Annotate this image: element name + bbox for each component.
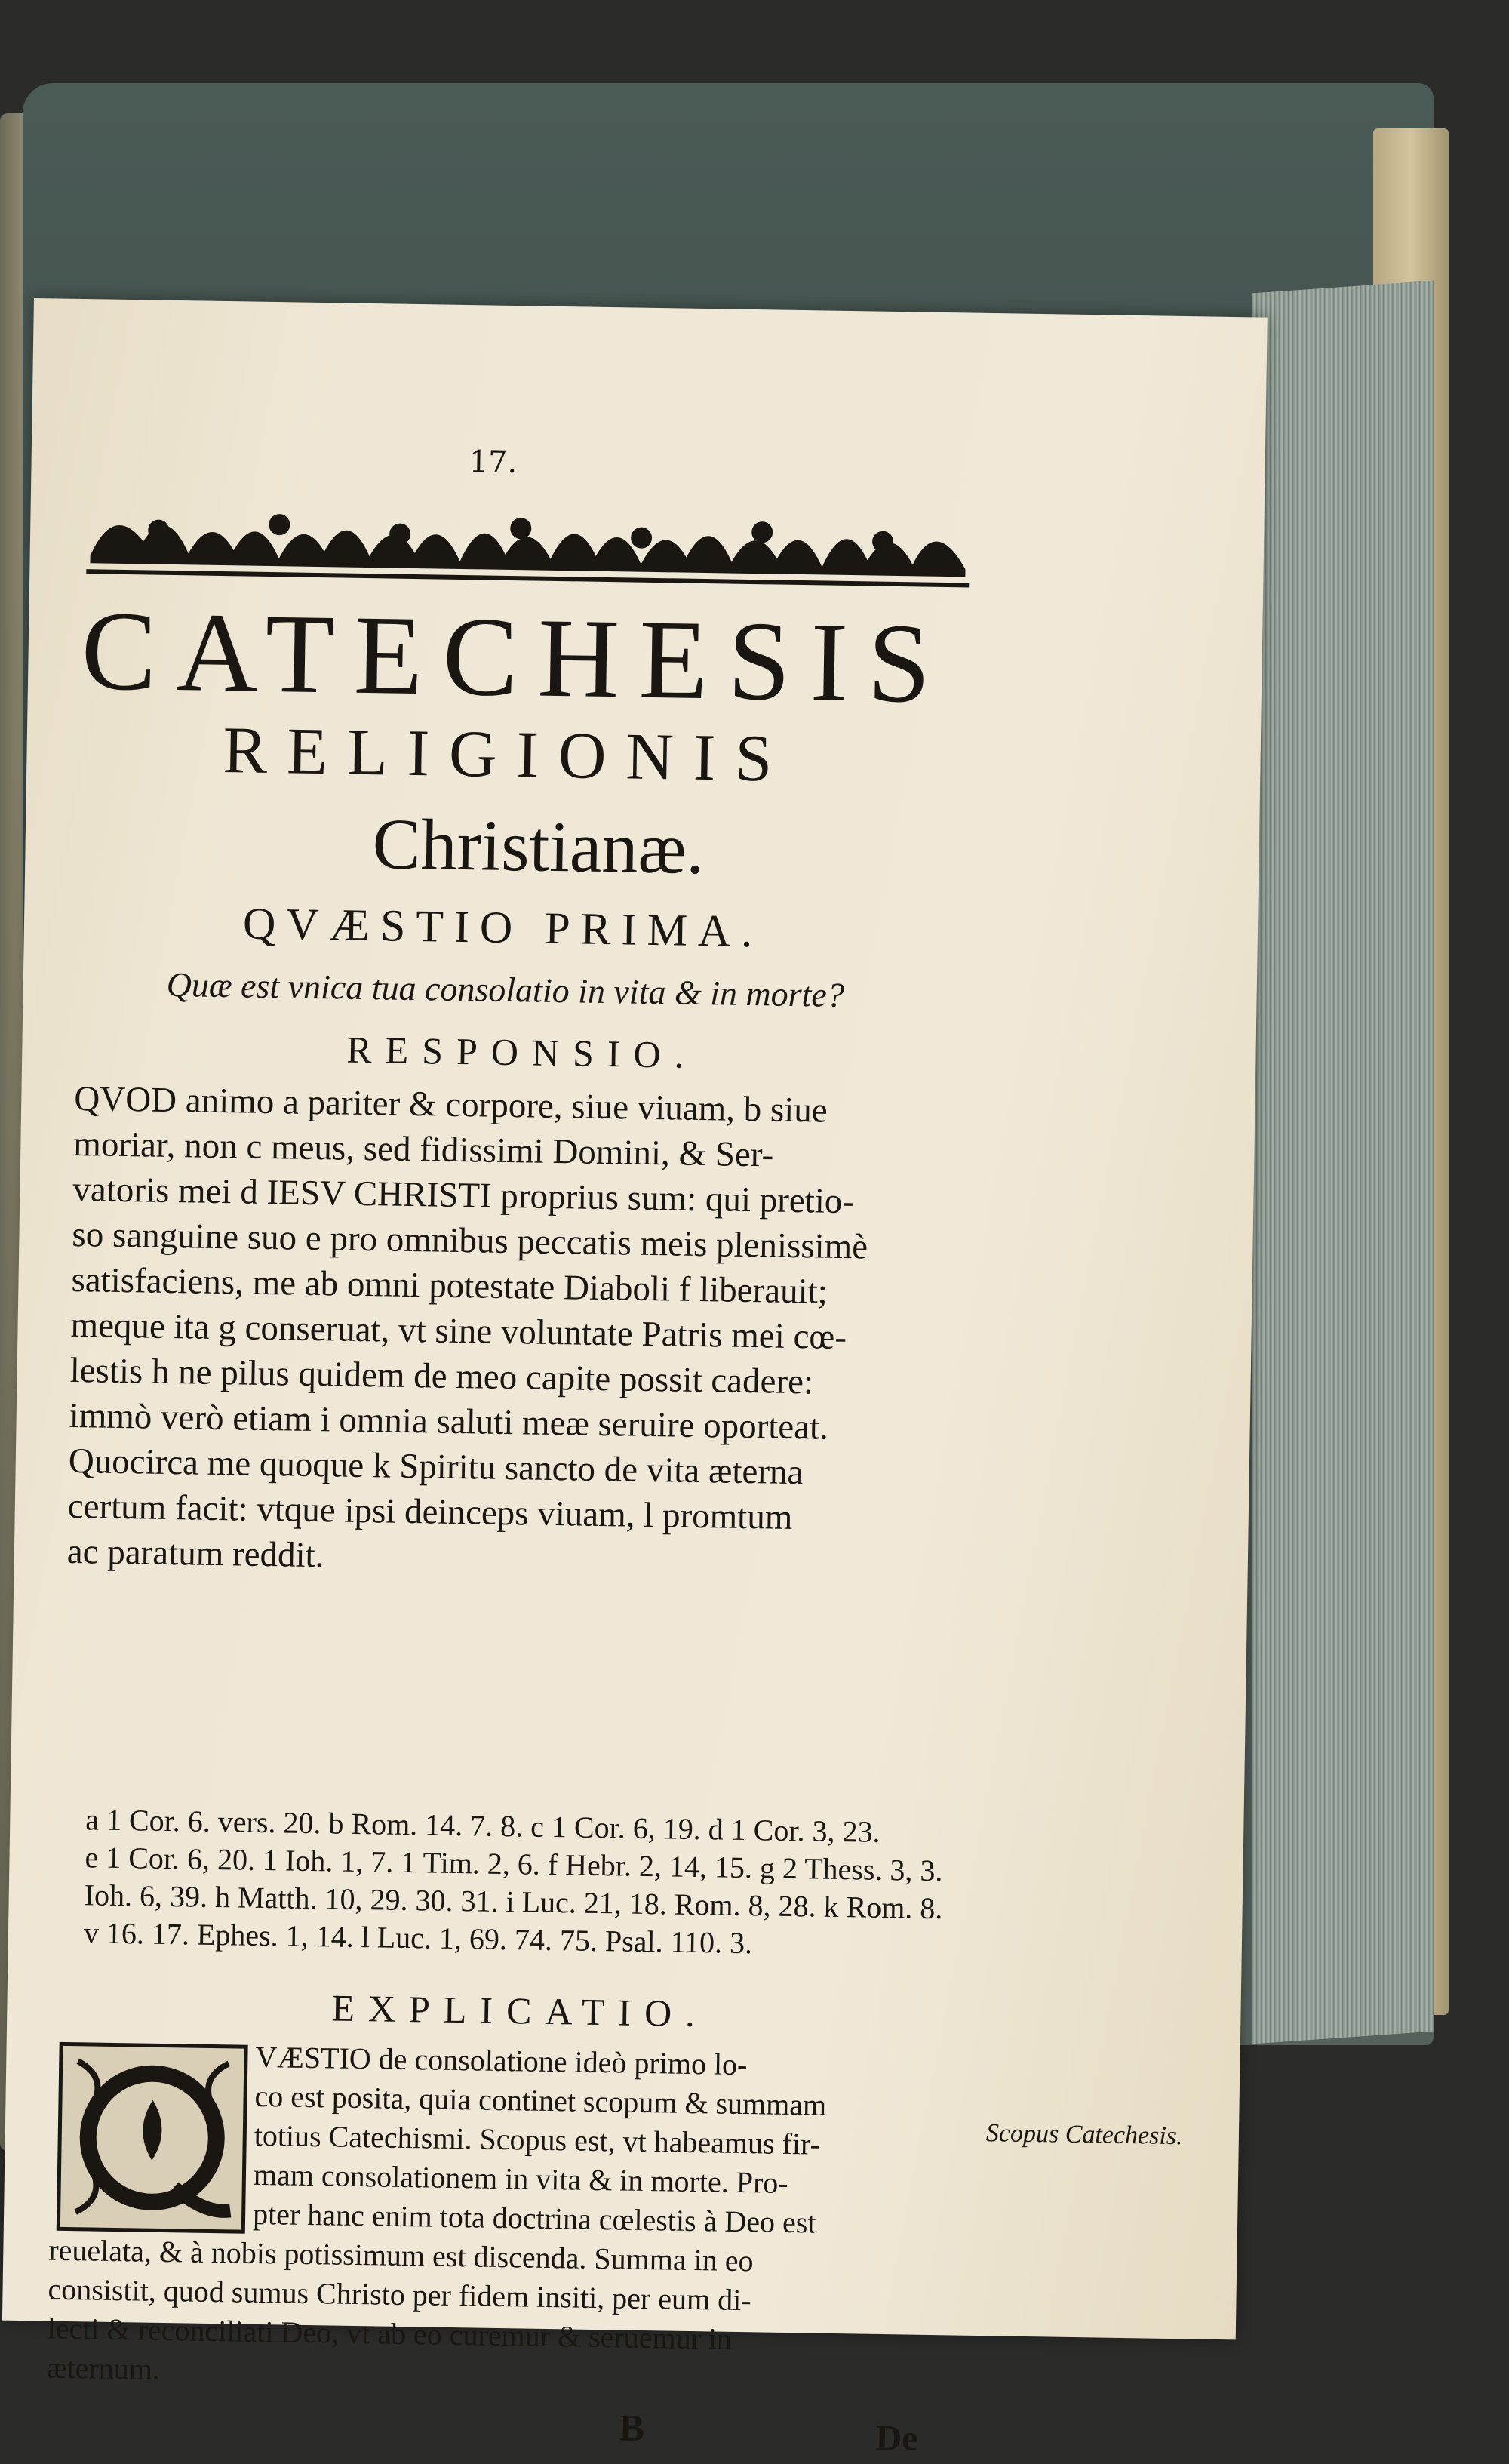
response-line: ac paratum reddit. xyxy=(66,1531,324,1576)
response-line: lestis h ne pilus quidem de meo capite possit cadere: xyxy=(69,1350,814,1402)
page-number: 17. xyxy=(469,445,518,481)
catchword: De xyxy=(875,2417,918,2459)
explicatio-line: pter hanc enim tota doctrina cœlestis à Deo est xyxy=(252,2196,816,2240)
explicatio-line: æternum. xyxy=(46,2350,161,2386)
floral-drop-cap-icon xyxy=(60,2046,244,2230)
response-line: Quocirca me quoque k Spiritu sancto de vita æterna xyxy=(68,1441,804,1493)
response-line: QVOD animo a pariter & corpore, siue viuam, b siue xyxy=(73,1078,828,1130)
note-line: e 1 Cor. 6, 20. 1 Ioh. 1, 7. 1 Tim. 2, 6. f Hebr. 2, 14, 15. g 2 Thess. 3, 3. xyxy=(85,1840,943,1888)
title-christianae: Christianæ. xyxy=(371,803,705,890)
note-line: v 16. 17. Ephes. 1, 14. l Luc. 1, 69. 74. 75. Psal. 110. 3. xyxy=(83,1915,753,1961)
explicatio-heading: EXPLICATIO. xyxy=(331,1986,709,2035)
explicatio-line: mam consolationem in vita & in morte. Pro- xyxy=(253,2157,789,2201)
explicatio-line: co est posita, quia continet scopum & summam xyxy=(254,2078,827,2122)
note-line: Ioh. 6, 39. h Matth. 10, 29. 30. 31. i Luc. 21, 18. Rom. 8, 28. k Rom. 8. xyxy=(84,1878,943,1926)
book-page xyxy=(2,298,1268,2459)
explicatio-line: consistit, quod sumus Christo per fidem insiti, per eum di- xyxy=(48,2272,751,2318)
response-line: meque ita g conseruat, vt sine voluntate Patris mei cœ- xyxy=(70,1305,847,1358)
signature-mark: B xyxy=(619,2406,645,2450)
question-heading: QVÆSTIO PRIMA. xyxy=(242,898,764,957)
explicatio-line: reuelata, & à nobis potissimum est discenda. Summa in eo xyxy=(48,2232,754,2278)
ornament-band xyxy=(82,488,974,592)
response-line: vatoris mei d IESV CHRISTI proprius sum: qui pretio- xyxy=(72,1169,855,1222)
response-line: immò verò etiam i omnia saluti meæ seruire oporteat. xyxy=(69,1395,829,1447)
scripture-notes xyxy=(84,1801,991,1966)
explicatio-line: totius Catechismi. Scopus est, vt habeamus fir- xyxy=(254,2118,821,2161)
explicatio-line: lecti & reconciliati Deo, vt ab eo curemur & seruemur in xyxy=(47,2311,733,2356)
note-line: a 1 Cor. 6. vers. 20. b Rom. 14. 7. 8. c 1 Cor. 6, 19. d 1 Cor. 3, 23. xyxy=(85,1802,881,1849)
explicatio-body-indented xyxy=(253,2038,980,2245)
response-line: satisfaciens, me ab omni potestate Diaboli f liberauit; xyxy=(71,1260,828,1312)
drop-cap xyxy=(57,2042,248,2234)
response-body xyxy=(66,1076,994,1589)
margin-note: Scopus Catechesis. xyxy=(985,2119,1183,2151)
response-heading: RESPONSIO. xyxy=(346,1028,698,1076)
page-fore-edge xyxy=(1252,281,1434,2044)
question-text: Quæ est vnica tua consolatio in vita & in morte? xyxy=(166,964,845,1014)
title-catechesis: CATECHESIS xyxy=(80,588,951,728)
response-line: moriar, non c meus, sed fidissimi Domini, & Ser- xyxy=(72,1124,774,1175)
response-line: certum facit: vtque ipsi deinceps viuam, l promtum xyxy=(67,1486,793,1537)
explicatio-body-full xyxy=(47,2231,977,2402)
title-religionis: RELIGIONIS xyxy=(222,714,793,796)
explicatio-line: VÆSTIO de consolatione ideò primo lo- xyxy=(255,2039,748,2082)
response-line: so sanguine suo e pro omnibus peccatis meis plenissimè xyxy=(72,1214,868,1267)
